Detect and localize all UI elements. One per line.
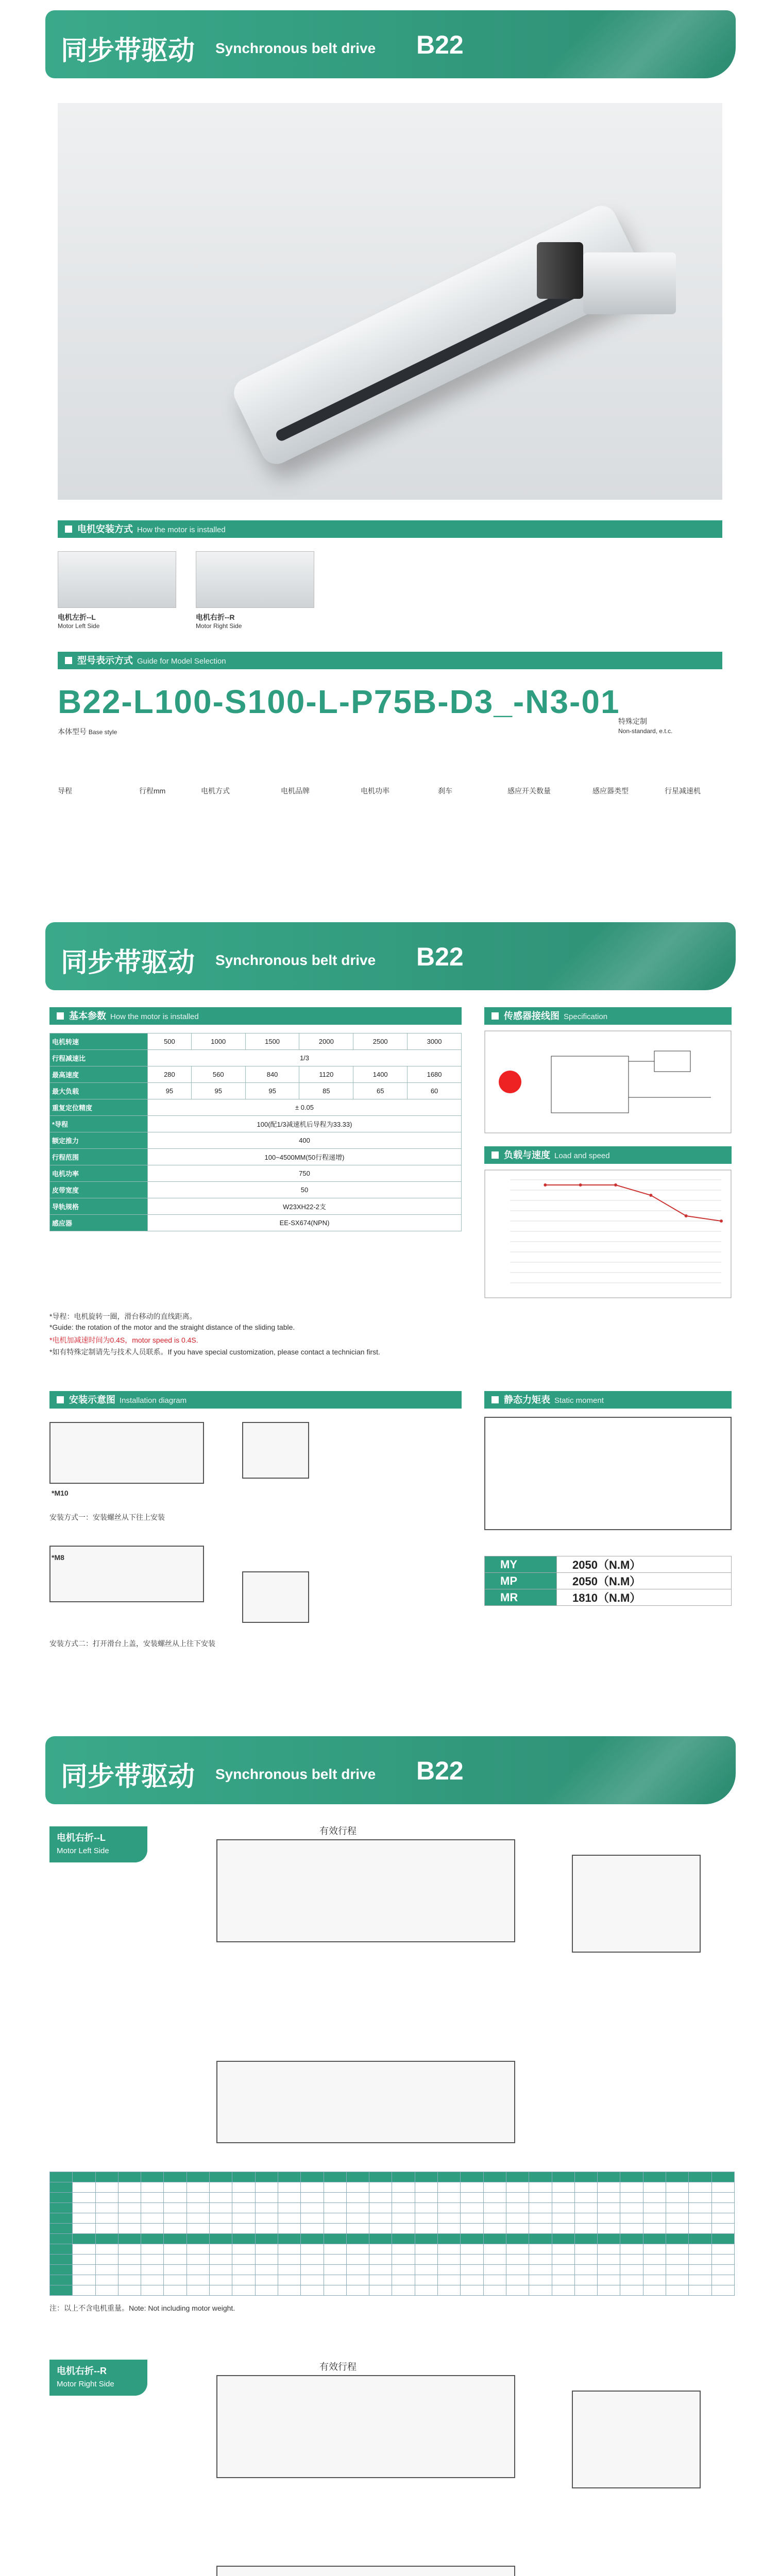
model-name: B22 (416, 30, 464, 59)
install-end-view-2 (242, 1571, 309, 1623)
load-speed-chart (484, 1170, 732, 1298)
item-sensor-type: 感应器类型 (592, 787, 629, 795)
section-banner (45, 1736, 736, 1804)
note: *电机加减速时间为0.4S，motor speed is 0.4S. (49, 1336, 198, 1344)
install-drawing-1 (49, 1422, 204, 1484)
model-name: B22 (416, 942, 464, 971)
chart-frame (485, 1170, 731, 1298)
item-stroke: 行程mm (139, 787, 166, 795)
param-row: 行程范围 100~4500MM(50行程递增) (50, 1149, 462, 1165)
model-name: B22 (416, 1756, 464, 1785)
section-header: 电机安装方式 How the motor is installed (58, 520, 722, 538)
data-point (720, 1219, 723, 1223)
right-end-view (572, 2391, 701, 2488)
table-row (50, 2224, 735, 2234)
m10-label: *M10 (52, 1489, 69, 1497)
left-top-view (216, 1839, 515, 1942)
motor-right-label-en: Motor Right Side (196, 622, 242, 630)
section-header: 静态力矩表 Static moment (484, 1391, 732, 1409)
right-front-view (216, 2566, 515, 2576)
data-point (579, 1183, 582, 1187)
param-row: 最大负载 95 95 95 85 65 60 (50, 1083, 462, 1099)
section-header: 基本参数 How the motor is installed (49, 1007, 462, 1025)
param-row: 最高速度 280 560 840 1120 1400 1680 (50, 1066, 462, 1083)
item-motor-brand: 电机品牌 (281, 787, 310, 795)
item-sensor-qty: 感应开关数量 (507, 787, 551, 795)
section-title: 同步带驱动 (61, 1762, 195, 1792)
module-body (229, 200, 649, 469)
item-motor-power: 电机功率 (361, 787, 389, 795)
param-row: 导轨规格 W23XH22-2支 (50, 1198, 462, 1215)
section-header: 负载与速度 Load and speed (484, 1146, 732, 1164)
model-code: B22-L100-S100-L-P75B-D3_-N3-01 (58, 683, 620, 720)
product-photo (58, 103, 722, 500)
table-row (50, 2275, 735, 2285)
base-label: 本体型号 Base style (58, 727, 117, 736)
note: *如有特殊定制请先与技术人员联系。If you have special customization, please contact a technician first. (49, 1348, 380, 1356)
table-row (50, 2213, 735, 2224)
motor-left-thumb (58, 551, 176, 608)
section-title: 同步带驱动 (61, 948, 195, 978)
param-row: 皮带宽度 50 (50, 1182, 462, 1198)
motor-left-label: 电机左折--L (58, 613, 96, 621)
motor-right-thumb (196, 551, 314, 608)
data-point (614, 1183, 617, 1187)
param-row: 重复定位精度 ± 0.05 (50, 1099, 462, 1116)
banner-decoration (519, 10, 736, 78)
left-front-view (216, 2061, 515, 2143)
section-title: 同步带驱动 (61, 36, 195, 66)
install-drawing-2 (49, 1546, 204, 1602)
section-subtitle: Synchronous belt drive (215, 40, 376, 56)
data-point (649, 1194, 652, 1197)
table-row (50, 2203, 735, 2213)
params-table (49, 1033, 462, 1231)
section-header: 传感器接线图 Specification (484, 1007, 732, 1025)
section-subtitle: Synchronous belt drive (215, 1766, 376, 1782)
section-banner (45, 10, 736, 78)
section-header: 型号表示方式 Guide for Model Selection (58, 652, 722, 669)
item-reducer: 行星减速机 (665, 787, 701, 795)
param-row: 电机转速 500 1000 1500 2000 2500 3000 (50, 1033, 462, 1050)
data-point (685, 1214, 688, 1217)
m8-label: *M8 (52, 1553, 64, 1562)
param-row: 感应器 EE-SX674(NPN) (50, 1215, 462, 1231)
moment-table: MY 2050（N.M） MP 2050（N.M） MR 1810（N.M） (484, 1556, 732, 1606)
install-way-1: 安装方式一：安装螺丝从下往上安装 (49, 1513, 165, 1521)
section-subtitle: Synchronous belt drive (215, 952, 376, 968)
param-row: *导程 100(配1/3减速机后导程为33.33) (50, 1116, 462, 1132)
item-lead: 导程 (58, 787, 72, 795)
table-row (50, 2182, 735, 2193)
motor-right-label: 电机右折--R (196, 613, 235, 621)
left-dim-table (49, 2172, 735, 2296)
effective-stroke-label: 有效行程 (319, 2362, 357, 2372)
table-row (50, 2193, 735, 2203)
param-row: 额定推力 400 (50, 1132, 462, 1149)
note: 注：以上不含电机重量。Note: Not including motor weight. (49, 2304, 235, 2312)
table-row (50, 2285, 735, 2296)
left-end-view (572, 1855, 701, 1953)
table-row (50, 2172, 735, 2182)
motor-left-label-en: Motor Left Side (58, 622, 100, 630)
table-row (50, 2265, 735, 2275)
motor-right-tag: 电机右折--R Motor Right Side (49, 2360, 147, 2396)
note: *导程：电机旋转一圈，滑台移动的直线距离。 (49, 1312, 197, 1320)
moment-diagram (484, 1417, 732, 1530)
table-row (50, 2234, 735, 2244)
effective-stroke-label: 有效行程 (319, 1826, 357, 1836)
custom-label: 特殊定制 Non-standard, e.t.c. (618, 717, 673, 735)
install-end-view-1 (242, 1422, 309, 1479)
motor-left-tag: 电机右折--L Motor Left Side (49, 1826, 147, 1862)
data-point (544, 1183, 547, 1187)
param-row: 电机功率 750 (50, 1165, 462, 1182)
table-row (50, 2244, 735, 2255)
section-banner (45, 922, 736, 990)
table-row (50, 2255, 735, 2265)
item-motor-way: 电机方式 (201, 787, 230, 795)
motor-housing (583, 252, 676, 314)
param-row: 行程减速比 1/3 (50, 1050, 462, 1066)
motor (537, 242, 583, 299)
note: *Guide: the rotation of the motor and the straight distance of the sliding table. (49, 1323, 295, 1331)
item-brake: 刹车 (438, 787, 452, 795)
wiring-diagram (484, 1030, 732, 1133)
install-way-2: 安装方式二：打开滑台上盖，安装螺丝从上往下安装 (49, 1639, 215, 1648)
section-header: 安装示意图 Installation diagram (49, 1391, 462, 1409)
right-top-view (216, 2375, 515, 2478)
